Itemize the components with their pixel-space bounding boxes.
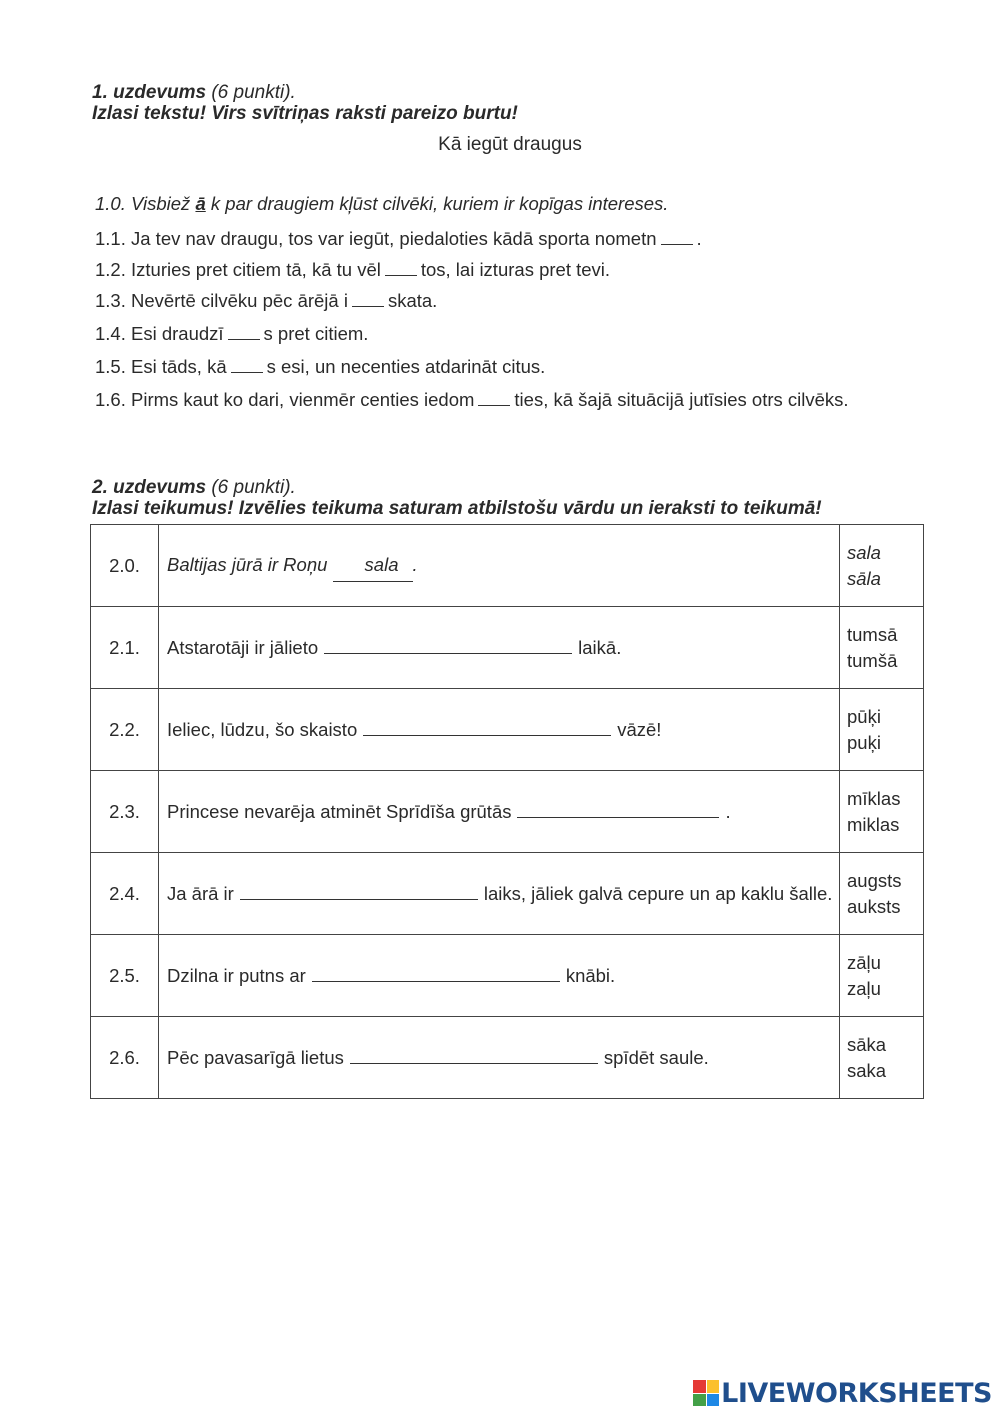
letter-blank[interactable]	[231, 356, 263, 373]
sentence-1-6: 1.6. Pirms kaut ko dari, vienmēr centies iedom ties, kā šajā situācijā jutīsies otrs cilvēks.	[95, 389, 849, 410]
task1-points: (6 punkti).	[211, 82, 296, 103]
row-sentence: Dzilna ir putns ar knābi.	[159, 935, 840, 1017]
sentence-1-4: 1.4. Esi draudzī s pret citiem.	[95, 323, 369, 344]
row-number: 2.6.	[91, 1017, 159, 1099]
table-row	[91, 525, 924, 607]
row-sentence: Baltijas jūrā ir Roņu sala .	[159, 525, 840, 607]
task1-instruction: Izlasi tekstu! Virs svītriņas raksti pareizo burtu!	[92, 103, 518, 124]
sentence-1-1: 1.1. Ja tev nav draugu, tos var iegūt, piedaloties kādā sporta nometn .	[95, 228, 702, 249]
task1-heading	[92, 82, 296, 104]
logo-mark-icon	[693, 1380, 719, 1406]
answer-blank[interactable]	[240, 881, 478, 900]
liveworksheets-logo[interactable]	[693, 1377, 992, 1409]
sentence-1-5: 1.5. Esi tāds, kā s esi, un necenties atdarināt citus.	[95, 356, 546, 377]
row-options: tumsā tumšā	[840, 607, 924, 689]
task2-number: 2. uzdevums	[92, 477, 207, 498]
example-answer: ā	[195, 193, 206, 214]
letter-blank[interactable]	[478, 389, 510, 406]
example-answer: sala	[333, 549, 413, 582]
row-number: 2.0.	[91, 525, 159, 607]
table-row	[91, 853, 924, 935]
row-sentence: Ja ārā ir laiks, jāliek galvā cepure un ap kaklu šalle.	[159, 853, 840, 935]
task2-instruction: Izlasi teikumus! Izvēlies teikuma saturam atbilstošu vārdu un ieraksti to teikumā!	[92, 498, 822, 519]
row-options: zāļu zaļu	[840, 935, 924, 1017]
logo-text: LIVEWORKSHEETS	[721, 1377, 992, 1409]
row-sentence: Ieliec, lūdzu, šo skaisto vāzē!	[159, 689, 840, 771]
letter-blank[interactable]	[228, 323, 260, 340]
answer-blank[interactable]	[363, 717, 611, 736]
row-sentence: Pēc pavasarīgā lietus spīdēt saule.	[159, 1017, 840, 1099]
table-row	[91, 607, 924, 689]
answer-blank[interactable]	[312, 963, 560, 982]
task1-number: 1. uzdevums	[92, 82, 207, 103]
letter-blank[interactable]	[352, 290, 384, 307]
row-sentence: Princese nevarēja atminēt Sprīdīša grūtās .	[159, 771, 840, 853]
row-number: 2.5.	[91, 935, 159, 1017]
task2-heading	[92, 477, 296, 499]
row-number: 2.1.	[91, 607, 159, 689]
answer-blank[interactable]	[517, 799, 719, 818]
task2-points: (6 punkti).	[211, 477, 296, 498]
word-choice-table	[90, 524, 924, 1099]
table-row	[91, 1017, 924, 1099]
table-row	[91, 771, 924, 853]
letter-blank[interactable]	[385, 259, 417, 276]
answer-blank[interactable]	[350, 1045, 598, 1064]
row-options: mīklas miklas	[840, 771, 924, 853]
table-row	[91, 935, 924, 1017]
sentence-1-2: 1.2. Izturies pret citiem tā, kā tu vēl tos, lai izturas pret tevi.	[95, 259, 611, 280]
answer-blank[interactable]	[324, 635, 572, 654]
row-sentence: Atstarotāji ir jālieto laikā.	[159, 607, 840, 689]
table-row	[91, 689, 924, 771]
row-number: 2.2.	[91, 689, 159, 771]
text-title: Kā iegūt draugus	[438, 134, 582, 155]
row-number: 2.3.	[91, 771, 159, 853]
row-options: pūķi puķi	[840, 689, 924, 771]
example-sentence-1-0: 1.0. Visbiež ā k par draugiem kļūst cilvēki, kuriem ir kopīgas intereses.	[95, 193, 669, 214]
row-options: augsts auksts	[840, 853, 924, 935]
sentence-1-3: 1.3. Nevērtē cilvēku pēc ārējā i skata.	[95, 290, 438, 311]
row-options: sala sāla	[840, 525, 924, 607]
row-number: 2.4.	[91, 853, 159, 935]
letter-blank[interactable]	[661, 228, 693, 245]
row-options: sāka saka	[840, 1017, 924, 1099]
